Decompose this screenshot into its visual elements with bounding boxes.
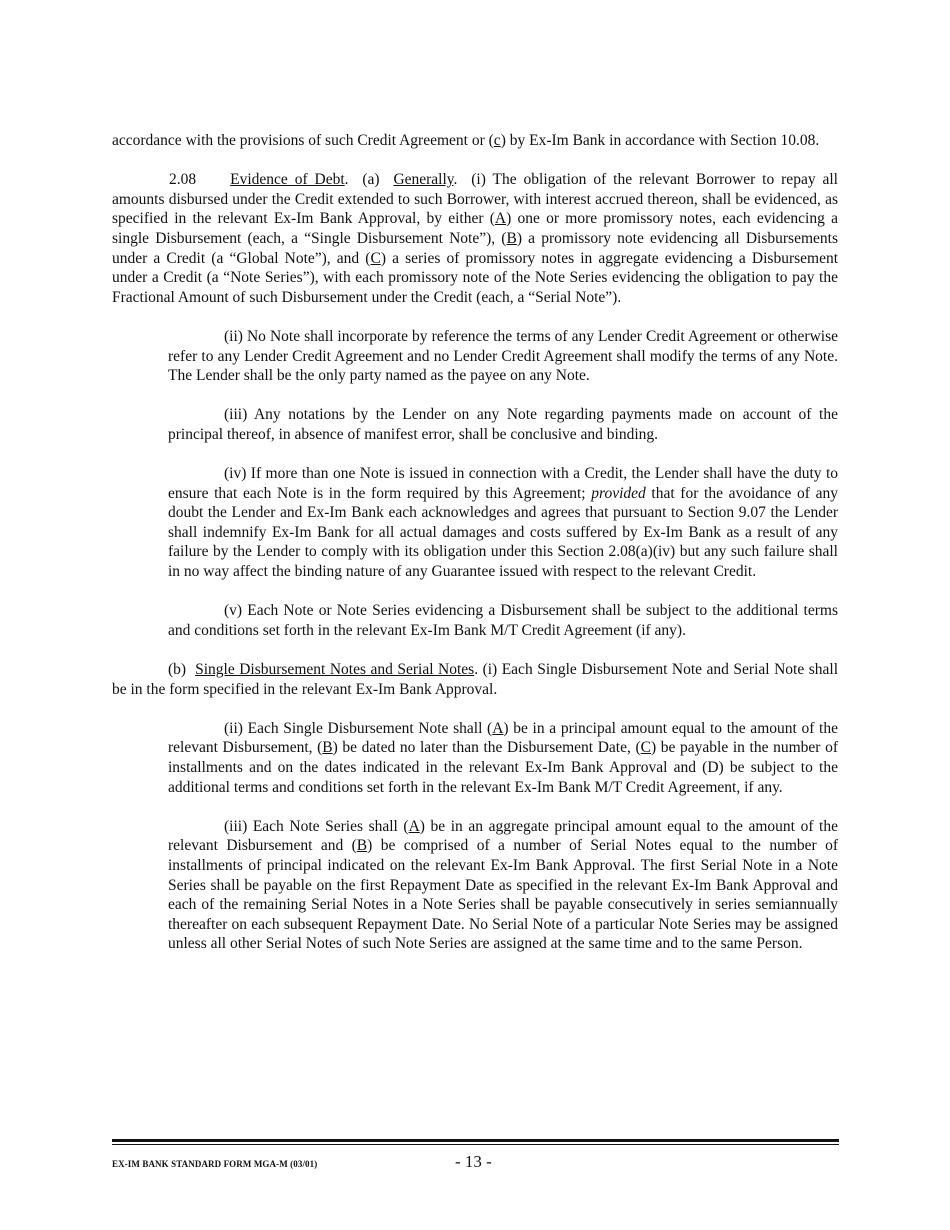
paragraph-text: (i) Each Single Disbursement Note and Serial Note shall be in the form specified in the relevant Ex-Im Bank Approval. (112, 661, 839, 698)
subsection-label: (a) (362, 171, 380, 189)
clause-label: B (322, 739, 333, 757)
section-number: 2.08 (169, 171, 197, 189)
subsection-b-paragraph: (b) Single Disbursement Notes and Serial Notes. (i) Each Single Disbursement Note and Serial Note shall be in the form specified in the relevant Ex-Im Bank Approval. (112, 661, 839, 698)
clause-b-iii (168, 817, 838, 954)
paragraph-text: ) be payable in the number of installments and on the dates indicated in the relevant Ex-Im Bank Approval and (D) be subject to the additional terms and conditions set forth in the relevant Ex-Im Bank M/T Credit Agreement, if any. (168, 739, 838, 796)
continuation-paragraph (112, 131, 838, 151)
clause-a-iv (168, 464, 838, 582)
clause-a-iii: (iii) Any notations by the Lender on any Note regarding payments made on account of the principal thereof, in absence of manifest error, shall be conclusive and binding. (168, 406, 838, 443)
paragraph-text: (i) The obligation of the relevant Borrower to repay all amounts disbursed under the Credit extended to such Borrower, with interest accrued thereon, shall be evidenced, as specified in the relevant Ex-Im Bank Approval, by either ( (112, 171, 838, 228)
paragraph-text: that for the avoidance of any doubt the Lender and Ex-Im Bank each acknowledges and agrees that pursuant to Section 9.07 the Lender shall indemnify Ex-Im Bank for all actual damages and costs suffered by Ex-Im Bank as a result of any failure by the Lender to comply with its obligation under this Section 2.08(a)(iv) but any such failure shall in no way affect the binding nature of any Guarantee issued with respect to the relevant Credit. (168, 484, 838, 581)
subsection-heading: Single Disbursement Notes and Serial Notes (195, 661, 475, 679)
paragraph-text: (ii) Each Single Disbursement Note shall ( (224, 719, 493, 737)
clause-label: B (506, 229, 517, 247)
page-number: - 13 - (455, 1152, 492, 1171)
footer-form-id: EX-IM BANK STANDARD FORM MGA-M (03/01) (112, 1159, 318, 1169)
paragraph-text: ) be in an aggregate principal amount equal to the amount of the relevant Disbursement and ( (168, 817, 838, 855)
clause-label: A (492, 719, 504, 737)
clause-label: A (494, 210, 507, 228)
paragraph-text: ) one or more promissory notes, each evidencing a single Disbursement (each, a “Single Disbursement Note”), ( (112, 210, 838, 247)
paragraph-text: ) a series of promissory notes in aggregate evidencing a Disbursement under a Credit (a “Note Series”), with each promissory note of the Note Series evidencing the obligation to pay the Fractional Amount of such Disbursement under the Credit (each, a “Serial Note”). (112, 249, 839, 306)
paragraph-text: ) be dated no later than the Disbursement Date, ( (332, 739, 641, 757)
paragraph-text: ) be comprised of a number of Serial Notes equal to the number of installments of principal indicated on the relevant Ex-Im Bank Approval. The first Serial Note in a Note Series shall be payable on the first Repayment Date as specified in the relevant Ex-Im Bank Approval and each of the remaining Serial Notes in a Note Series shall be payable consecutively in series semiannually thereafter on each subsequent Repayment Date. No Serial Note of a particular Note Series may be assigned unless all other Serial Notes of such Note Series are assigned at the same time and to the same Person. (168, 837, 838, 953)
clause-label: C (370, 249, 381, 267)
continuation-text: accordance with the provisions of such Credit Agreement or ( (112, 132, 494, 149)
paragraph-text: (iv) If more than one Note is issued in connection with a Credit, the Lender shall have the duty to ensure that each Note is in the form required by this Agreement; (168, 465, 838, 502)
continuation-text-rest: ) by Ex-Im Bank in accordance with Section 10.08. (500, 132, 820, 149)
clause-label: B (356, 837, 368, 855)
clause-label: C (640, 739, 651, 757)
paragraph-text: ) a promissory note evidencing all Disbursements under a Credit (a “Global Note”), and ( (112, 229, 838, 267)
clause-a-v: (v) Each Note or Note Series evidencing a Disbursement shall be subject to the additional terms and conditions set forth in the relevant Ex-Im Bank M/T Credit Agreement (if any). (168, 602, 838, 639)
body-text (112, 131, 838, 954)
paragraph-text: ) be in a principal amount equal to the amount of the relevant Disbursement, ( (168, 719, 838, 757)
paragraph-text: (iii) Each Note Series shall ( (224, 817, 409, 835)
footer-rule (112, 1139, 839, 1145)
subsection-heading: Generally (393, 171, 454, 189)
provided-term: provided (591, 484, 646, 502)
clause-label: c (493, 132, 501, 149)
clause-b-ii (168, 719, 838, 797)
subsection-label: (b) (168, 661, 187, 679)
clause-a-ii: (ii) No Note shall incorporate by reference the terms of any Lender Credit Agreement or otherwise refer to any Lender Credit Agreement and no Lender Credit Agreement shall modify the terms of any Note. The Lender shall be the only party named as the payee on any Note. (168, 327, 838, 385)
section-heading: Evidence of Debt (230, 171, 345, 189)
clause-label: A (408, 817, 420, 835)
section-2-08-paragraph: 2.08 Evidence of Debt. (a) Generally. (i) The obligation of the relevant Borrower to repay all amounts disbursed under the Credit extended to such Borrower, with interest accrued thereon, shall be evidenced, as specified in the relevant Ex-Im Bank Approval, by either (A) one or more promissory notes, each evidencing a single Disbursement (each, a “Single Disbursement Note”), (B) a promissory note evidencing all Disbursements under a Credit (a “Global Note”), and (C) a series of promissory notes in aggregate evidencing a Disbursement under a Credit (a “Note Series”), with each promissory note of the Note Series evidencing the obligation to pay the Fractional Amount of such Disbursement under the Credit (each, a “Serial Note”). (112, 171, 839, 306)
